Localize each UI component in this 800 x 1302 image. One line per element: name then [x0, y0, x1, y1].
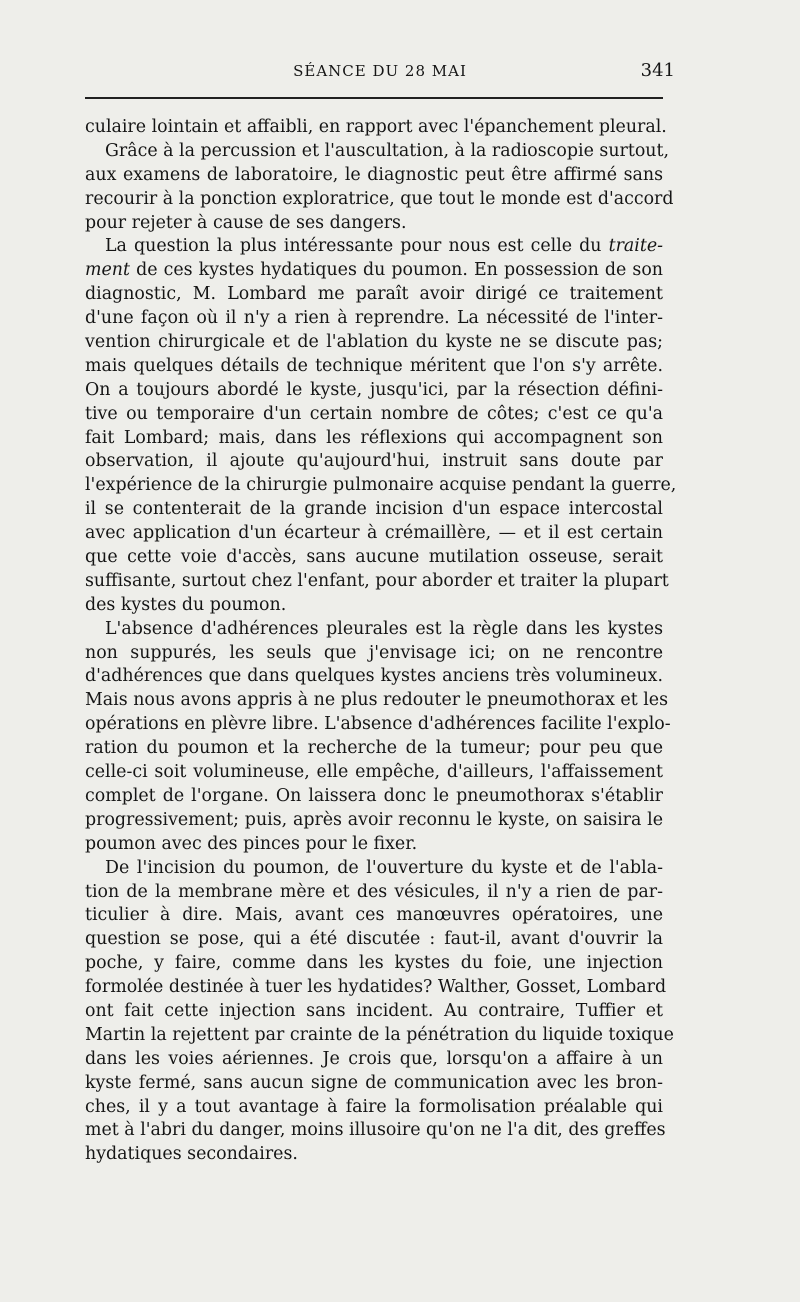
text-line: aux examens de laboratoire, le diagnostic peut être affirmé sans — [85, 164, 663, 185]
text-line: suffisante, surtout chez l'enfant, pour aborder et traiter la plupart — [85, 570, 669, 591]
text-run: La question la plus intéressante pour nous est celle du — [105, 236, 602, 257]
text-line: tive ou temporaire d'un certain nombre de côtes; c'est ce qu'a — [85, 403, 663, 424]
text-line: que cette voie d'accès, sans aucune mutilation osseuse, serait — [85, 547, 663, 568]
text-line: Martin la rejettent par crainte de la pénétration du liquide toxique — [85, 1024, 674, 1045]
body-text — [85, 116, 677, 1167]
text-line: diagnostic, M. Lombard me paraît avoir dirigé ce traitement — [85, 284, 663, 305]
text-line — [85, 259, 663, 283]
text-line: ont fait cette injection sans incident. Au contraire, Tuffier et — [85, 1000, 663, 1021]
text-line: fait Lombard; mais, dans les réflexions qui accompagnent son — [85, 427, 663, 448]
text-line — [85, 235, 663, 259]
text-line: non suppurés, les seuls que j'envisage ici; on ne rencontre — [85, 642, 663, 663]
text-line: l'expérience de la chirurgie pulmonaire acquise pendant la guerre, — [85, 475, 677, 496]
text-line: met à l'abri du danger, moins illusoire qu'on ne l'a dit, des greffes — [85, 1120, 666, 1141]
page-header — [85, 56, 675, 86]
text-line: opérations en plèvre libre. L'absence d'adhérences facilite l'explo- — [85, 714, 671, 735]
text-line: mais quelques détails de technique méritent que l'on s'y arrête. — [85, 355, 663, 376]
text-line: Mais nous avons appris à ne plus redouter le pneumothorax et les — [85, 690, 669, 711]
text-line: On a toujours abordé le kyste, jusqu'ici, par la résection défini- — [85, 379, 663, 400]
text-line: L'absence d'adhérences pleurales est la règle dans les kystes — [105, 618, 663, 639]
text-line: kyste fermé, sans aucun signe de communication avec les bron- — [85, 1072, 663, 1093]
text-line: vention chirurgicale et de l'ablation du kyste ne se discute pas; — [85, 332, 663, 353]
text-line: Grâce à la percussion et l'auscultation, à la radioscopie surtout, — [105, 140, 670, 161]
running-title: SÉANCE DU 28 MAI — [293, 62, 467, 80]
text-line: ration du poumon et la recherche de la tumeur; pour peu que — [85, 738, 663, 759]
text-line: des kystes du poumon. — [85, 594, 287, 615]
text-line: formolée destinée à tuer les hydatides? Walther, Gosset, Lombard — [85, 977, 667, 998]
text-line: dans les voies aériennes. Je crois que, lorsqu'on a affaire à un — [85, 1048, 663, 1069]
text-run: de ces kystes hydatiques du poumon. En possession de son — [136, 260, 664, 281]
text-line: recourir à la ponction exploratrice, que tout le monde est d'accord — [85, 188, 674, 209]
text-line: culaire lointain et affaibli, en rapport avec l'épanchement pleural. — [85, 117, 667, 137]
text-line: tion de la membrane mère et des vésicules, il n'y a rien de par- — [85, 881, 663, 902]
text-line: De l'incision du poumon, de l'ouverture du kyste et de l'abla- — [105, 857, 663, 878]
text-line: avec application d'un écarteur à crémaillère, — et il est certain — [85, 523, 663, 544]
text-line: poumon avec des pinces pour le fixer. — [85, 833, 418, 854]
text-line: d'adhérences que dans quelques kystes anciens très volumineux. — [85, 666, 663, 687]
text-line: progressivement; puis, après avoir reconnu le kyste, on saisira le — [85, 809, 663, 830]
text-line: d'une façon où il n'y a rien à reprendre. La nécessité de l'inter- — [85, 308, 663, 329]
text-line: observation, il ajoute qu'aujourd'hui, instruit sans doute par — [85, 451, 663, 472]
text-line: ches, il y a tout avantage à faire la formolisation préalable qui — [85, 1096, 663, 1117]
text-line: ticulier à dire. Mais, avant ces manœuvres opératoires, une — [85, 905, 663, 926]
italic-term: ment — [85, 260, 130, 281]
text-line: hydatiques secondaires. — [85, 1144, 298, 1165]
text-line: pour rejeter à cause de ses dangers. — [85, 212, 407, 233]
text-line: il se contenterait de la grande incision d'un espace intercostal — [85, 499, 663, 520]
text-line: poche, y faire, comme dans les kystes du foie, une injection — [85, 953, 663, 974]
text-line: question se pose, qui a été discutée : faut-il, avant d'ouvrir la — [85, 929, 663, 950]
text-line: celle-ci soit volumineuse, elle empêche, d'ailleurs, l'affaissement — [85, 762, 663, 783]
text-line: complet de l'organe. On laissera donc le pneumothorax s'établir — [85, 785, 663, 806]
italic-term: traite- — [608, 236, 663, 257]
header-rule — [85, 97, 663, 99]
page-number: 341 — [640, 60, 675, 81]
